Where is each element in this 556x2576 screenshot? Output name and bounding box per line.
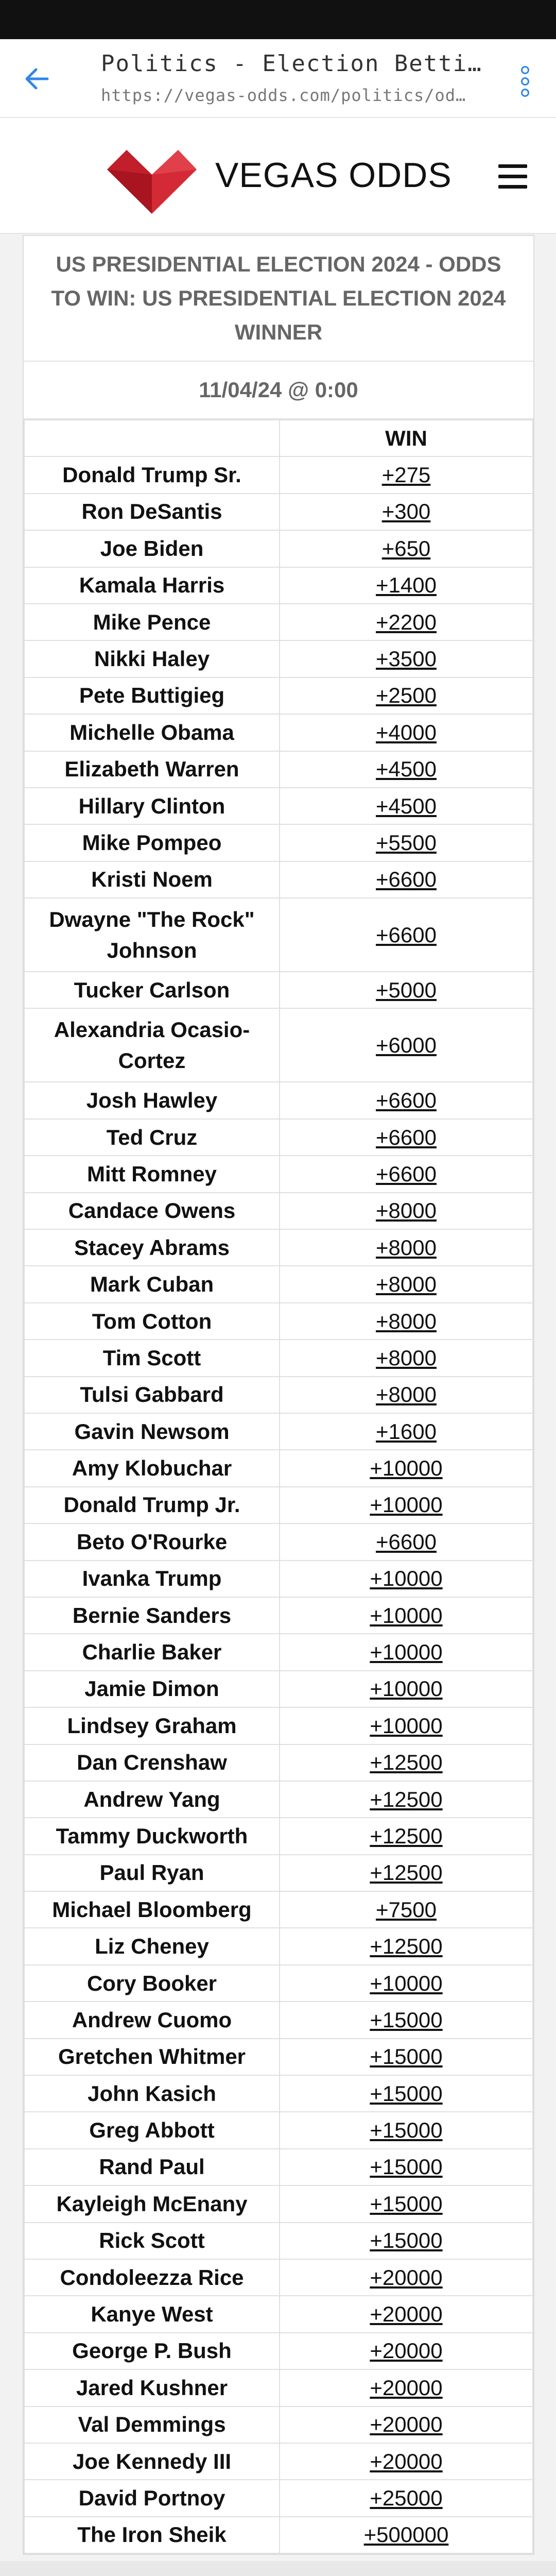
candidate-name: Joe Biden xyxy=(24,530,280,567)
odds-link[interactable]: +300 xyxy=(381,499,431,524)
odds-link[interactable]: +20000 xyxy=(370,2302,443,2327)
candidate-name: Cory Booker xyxy=(24,1965,280,2002)
table-row xyxy=(24,567,533,604)
odds-cell xyxy=(280,861,533,898)
odds-link[interactable]: +25000 xyxy=(370,2486,443,2510)
table-row xyxy=(24,1229,533,1266)
candidate-name: Elizabeth Warren xyxy=(24,751,280,788)
odds-cell xyxy=(280,1450,533,1486)
candidate-name: Jared Kushner xyxy=(24,2369,280,2406)
odds-cell xyxy=(280,1744,533,1781)
table-row xyxy=(24,1523,533,1560)
odds-cell xyxy=(280,1156,533,1192)
odds-cell xyxy=(280,1855,533,1891)
table-row xyxy=(24,861,533,898)
odds-cell xyxy=(280,1523,533,1560)
odds-link[interactable]: +12500 xyxy=(370,1934,443,1959)
table-row xyxy=(24,824,533,861)
table-row xyxy=(24,1266,533,1302)
table-row xyxy=(24,714,533,751)
odds-link[interactable]: +20000 xyxy=(370,2265,443,2290)
candidate-name: Gretchen Whitmer xyxy=(24,2039,280,2075)
candidate-name: Beto O'Rourke xyxy=(24,1523,280,1560)
odds-table-body xyxy=(24,456,533,2553)
table-row xyxy=(24,972,533,1008)
odds-link[interactable]: +1600 xyxy=(376,1419,437,1444)
candidate-name: Dwayne "The Rock" Johnson xyxy=(24,898,280,972)
odds-cell xyxy=(280,714,533,751)
candidate-name: Val Demmings xyxy=(24,2406,280,2443)
candidate-name: Tucker Carlson xyxy=(24,972,280,1008)
table-row xyxy=(24,2443,533,2480)
odds-link[interactable]: +10000 xyxy=(370,1566,443,1591)
odds-cell xyxy=(280,2075,533,2112)
table-row xyxy=(24,1082,533,1118)
candidate-name: Alexandria Ocasio-Cortez xyxy=(24,1008,280,1082)
odds-cell xyxy=(280,2369,533,2406)
odds-link[interactable]: +20000 xyxy=(370,2338,443,2363)
table-row xyxy=(24,2406,533,2443)
candidate-name: Paul Ryan xyxy=(24,1855,280,1891)
odds-cell xyxy=(280,2517,533,2553)
odds-cell xyxy=(280,972,533,1008)
table-row xyxy=(24,1671,533,1707)
table-row xyxy=(24,2112,533,2148)
table-row xyxy=(24,1340,533,1376)
table-row xyxy=(24,456,533,493)
back-arrow-icon[interactable] xyxy=(21,62,54,95)
candidate-name: Tulsi Gabbard xyxy=(24,1377,280,1413)
odds-link[interactable]: +1400 xyxy=(376,573,437,598)
odds-link[interactable]: +15000 xyxy=(370,2191,443,2216)
table-row xyxy=(24,2296,533,2332)
odds-link[interactable]: +4000 xyxy=(376,720,437,744)
card-date: 11/04/24 @ 0:00 xyxy=(24,362,533,419)
odds-cell xyxy=(280,2223,533,2259)
table-row xyxy=(24,1561,533,1597)
odds-card xyxy=(23,235,534,2555)
name-column-header xyxy=(24,420,280,456)
odds-cell xyxy=(280,456,533,493)
odds-link[interactable]: +10000 xyxy=(370,1456,443,1481)
table-row xyxy=(24,2333,533,2369)
site-header xyxy=(0,118,556,234)
url-address[interactable]: https://vegas-odds.com/politics/od… xyxy=(101,86,466,105)
odds-link[interactable]: +500000 xyxy=(363,2522,449,2547)
odds-link[interactable]: +12500 xyxy=(370,1750,443,1775)
candidate-name: Kristi Noem xyxy=(24,861,280,898)
odds-link[interactable]: +6600 xyxy=(376,867,437,892)
odds-link[interactable]: +15000 xyxy=(370,2155,443,2179)
candidate-name: Mike Pence xyxy=(24,604,280,640)
odds-link[interactable]: +4500 xyxy=(376,793,437,818)
odds-cell xyxy=(280,1561,533,1597)
odds-cell xyxy=(280,1634,533,1670)
candidate-name: Kamala Harris xyxy=(24,567,280,604)
candidate-name: Joe Kennedy III xyxy=(24,2443,280,2480)
table-row xyxy=(24,1781,533,1818)
odds-cell xyxy=(280,1891,533,1928)
candidate-name: Michelle Obama xyxy=(24,714,280,751)
table-row xyxy=(24,1744,533,1781)
odds-cell xyxy=(280,898,533,972)
table-row xyxy=(24,2480,533,2516)
odds-cell xyxy=(280,2149,533,2185)
candidate-name: Michael Bloomberg xyxy=(24,1891,280,1928)
odds-cell xyxy=(280,677,533,714)
odds-link[interactable]: +12500 xyxy=(370,1787,443,1811)
odds-cell xyxy=(280,1707,533,1744)
table-row xyxy=(24,2039,533,2075)
candidate-name: Tim Scott xyxy=(24,1340,280,1376)
odds-cell xyxy=(280,530,533,567)
browser-url-bar xyxy=(0,39,556,118)
table-row xyxy=(24,2149,533,2185)
odds-link[interactable]: +20000 xyxy=(370,2449,443,2473)
candidate-name: John Kasich xyxy=(24,2075,280,2112)
table-row xyxy=(24,1634,533,1670)
odds-link[interactable]: +7500 xyxy=(376,1897,437,1922)
candidate-name: Donald Trump Jr. xyxy=(24,1487,280,1523)
candidate-name: Gavin Newsom xyxy=(24,1413,280,1450)
candidate-name: Kayleigh McEnany xyxy=(24,2185,280,2222)
odds-link[interactable]: +8000 xyxy=(376,1272,437,1297)
main-content xyxy=(0,234,556,2561)
odds-link[interactable]: +5000 xyxy=(376,977,437,1002)
candidate-name: Hillary Clinton xyxy=(24,788,280,824)
odds-cell xyxy=(280,1119,533,1156)
candidate-name: Lindsey Graham xyxy=(24,1707,280,1744)
odds-cell xyxy=(280,1597,533,1634)
odds-cell xyxy=(280,788,533,824)
candidate-name: Mark Cuban xyxy=(24,1266,280,1302)
table-row xyxy=(24,2075,533,2112)
candidate-name: Rand Paul xyxy=(24,2149,280,2185)
logo-heart-icon[interactable] xyxy=(103,139,201,216)
odds-link[interactable]: +12500 xyxy=(370,1823,443,1848)
odds-link[interactable]: +6600 xyxy=(376,1088,437,1113)
odds-link[interactable]: +15000 xyxy=(370,2007,443,2032)
table-row xyxy=(24,1928,533,1964)
candidate-name: Jamie Dimon xyxy=(24,1671,280,1707)
more-vert-icon[interactable] xyxy=(515,66,535,97)
table-row xyxy=(24,2259,533,2296)
table-row xyxy=(24,530,533,567)
odds-link[interactable]: +5500 xyxy=(376,830,437,855)
odds-link[interactable]: +10000 xyxy=(370,1971,443,1995)
odds-cell xyxy=(280,1818,533,1854)
odds-link[interactable]: +20000 xyxy=(370,2412,443,2437)
odds-cell xyxy=(280,2296,533,2332)
odds-link[interactable]: +4500 xyxy=(376,757,437,782)
odds-link[interactable]: +650 xyxy=(381,536,431,561)
odds-cell xyxy=(280,604,533,640)
table-row xyxy=(24,788,533,824)
odds-link[interactable]: +8000 xyxy=(376,1235,437,1260)
odds-cell xyxy=(280,1193,533,1229)
table-row xyxy=(24,1377,533,1413)
odds-cell xyxy=(280,1965,533,2002)
candidate-name: The Iron Sheik xyxy=(24,2517,280,2553)
odds-link[interactable]: +10000 xyxy=(370,1713,443,1738)
odds-cell xyxy=(280,2185,533,2222)
candidate-name: Candace Owens xyxy=(24,1193,280,1229)
table-row xyxy=(24,494,533,530)
odds-cell xyxy=(280,2259,533,2296)
candidate-name: Tammy Duckworth xyxy=(24,1818,280,1854)
candidate-name: Pete Buttigieg xyxy=(24,677,280,714)
odds-link[interactable]: +10000 xyxy=(370,1603,443,1628)
odds-cell xyxy=(280,1340,533,1376)
candidate-name: Mitt Romney xyxy=(24,1156,280,1192)
odds-link[interactable]: +10000 xyxy=(370,1640,443,1665)
candidate-name: Kanye West xyxy=(24,2296,280,2332)
table-row xyxy=(24,604,533,640)
odds-link[interactable]: +8000 xyxy=(376,1345,437,1370)
system-nav-bar xyxy=(0,2561,556,2576)
odds-link[interactable]: +6600 xyxy=(376,1125,437,1149)
candidate-name: Tom Cotton xyxy=(24,1303,280,1340)
table-row xyxy=(24,677,533,714)
odds-cell xyxy=(280,2333,533,2369)
odds-cell xyxy=(280,1266,533,1302)
candidate-name: Amy Klobuchar xyxy=(24,1450,280,1486)
table-row xyxy=(24,1008,533,1082)
odds-cell xyxy=(280,1229,533,1266)
candidate-name: Ivanka Trump xyxy=(24,1561,280,1597)
hamburger-menu-icon[interactable] xyxy=(498,164,527,189)
table-row xyxy=(24,1193,533,1229)
odds-link[interactable]: +15000 xyxy=(370,2044,443,2069)
odds-cell xyxy=(280,1303,533,1340)
odds-link[interactable]: +15000 xyxy=(370,2118,443,2143)
candidate-name: Andrew Cuomo xyxy=(24,2002,280,2038)
candidate-name: Mike Pompeo xyxy=(24,824,280,861)
table-row xyxy=(24,898,533,972)
odds-cell xyxy=(280,640,533,677)
odds-cell xyxy=(280,1671,533,1707)
logo-text[interactable]: VEGAS ODDS xyxy=(215,156,452,195)
odds-link[interactable]: +10000 xyxy=(370,1676,443,1701)
odds-link[interactable]: +6600 xyxy=(376,922,437,947)
table-header-row xyxy=(24,420,533,456)
odds-cell xyxy=(280,1928,533,1964)
table-row xyxy=(24,1597,533,1634)
candidate-name: Bernie Sanders xyxy=(24,1597,280,1634)
odds-link[interactable]: +10000 xyxy=(370,1493,443,1517)
odds-cell xyxy=(280,2002,533,2038)
odds-cell xyxy=(280,2480,533,2516)
odds-link[interactable]: +15000 xyxy=(370,2081,443,2106)
odds-cell xyxy=(280,1377,533,1413)
odds-cell xyxy=(280,567,533,604)
odds-cell xyxy=(280,2406,533,2443)
page-tab-title: Politics - Election Betti… xyxy=(101,50,482,77)
table-row xyxy=(24,751,533,788)
card-title: US PRESIDENTIAL ELECTION 2024 - ODDS TO WIN: US PRESIDENTIAL ELECTION 2024 WINNER xyxy=(24,236,533,362)
odds-cell xyxy=(280,1413,533,1450)
candidate-name: George P. Bush xyxy=(24,2333,280,2369)
odds-cell xyxy=(280,2039,533,2075)
candidate-name: Liz Cheney xyxy=(24,1928,280,1964)
odds-cell xyxy=(280,2112,533,2148)
odds-link[interactable]: +15000 xyxy=(370,2228,443,2253)
odds-link[interactable]: +20000 xyxy=(370,2375,443,2400)
table-row xyxy=(24,2369,533,2406)
candidate-name: Andrew Yang xyxy=(24,1781,280,1818)
candidate-name: Donald Trump Sr. xyxy=(24,456,280,493)
odds-cell xyxy=(280,1008,533,1082)
odds-link[interactable]: +6600 xyxy=(376,1161,437,1186)
odds-cell xyxy=(280,2443,533,2480)
candidate-name: David Portnoy xyxy=(24,2480,280,2516)
candidate-name: Ron DeSantis xyxy=(24,494,280,530)
odds-link[interactable]: +8000 xyxy=(376,1198,437,1223)
odds-link[interactable]: +12500 xyxy=(370,1860,443,1885)
table-row xyxy=(24,1156,533,1192)
table-row xyxy=(24,1303,533,1340)
odds-link[interactable]: +8000 xyxy=(376,1309,437,1333)
candidate-name: Charlie Baker xyxy=(24,1634,280,1670)
odds-cell xyxy=(280,824,533,861)
table-row xyxy=(24,1855,533,1891)
candidate-name: Josh Hawley xyxy=(24,1082,280,1118)
odds-link[interactable]: +6000 xyxy=(376,1032,437,1057)
table-row xyxy=(24,2002,533,2038)
odds-link[interactable]: +275 xyxy=(381,463,431,487)
odds-link[interactable]: +2200 xyxy=(376,609,437,634)
candidate-name: Rick Scott xyxy=(24,2223,280,2259)
table-row xyxy=(24,2223,533,2259)
table-row xyxy=(24,1707,533,1744)
candidate-name: Nikki Haley xyxy=(24,640,280,677)
table-row xyxy=(24,1487,533,1523)
odds-link[interactable]: +8000 xyxy=(376,1382,437,1407)
table-row xyxy=(24,1965,533,2002)
odds-cell xyxy=(280,751,533,788)
table-row xyxy=(24,1891,533,1928)
candidate-name: Dan Crenshaw xyxy=(24,1744,280,1781)
candidate-name: Greg Abbott xyxy=(24,2112,280,2148)
table-row xyxy=(24,2517,533,2553)
status-bar xyxy=(0,0,556,39)
win-column-header: WIN xyxy=(280,420,533,456)
table-row xyxy=(24,640,533,677)
table-row xyxy=(24,1413,533,1450)
table-row xyxy=(24,1450,533,1486)
table-row xyxy=(24,2185,533,2222)
candidate-name: Stacey Abrams xyxy=(24,1229,280,1266)
odds-table xyxy=(24,419,533,2554)
odds-cell xyxy=(280,494,533,530)
odds-cell xyxy=(280,1487,533,1523)
odds-link[interactable]: +3500 xyxy=(376,647,437,671)
candidate-name: Condoleezza Rice xyxy=(24,2259,280,2296)
odds-link[interactable]: +2500 xyxy=(376,683,437,708)
odds-cell xyxy=(280,1082,533,1118)
candidate-name: Ted Cruz xyxy=(24,1119,280,1156)
odds-cell xyxy=(280,1781,533,1818)
table-row xyxy=(24,1818,533,1854)
table-row xyxy=(24,1119,533,1156)
odds-link[interactable]: +6600 xyxy=(376,1529,437,1554)
